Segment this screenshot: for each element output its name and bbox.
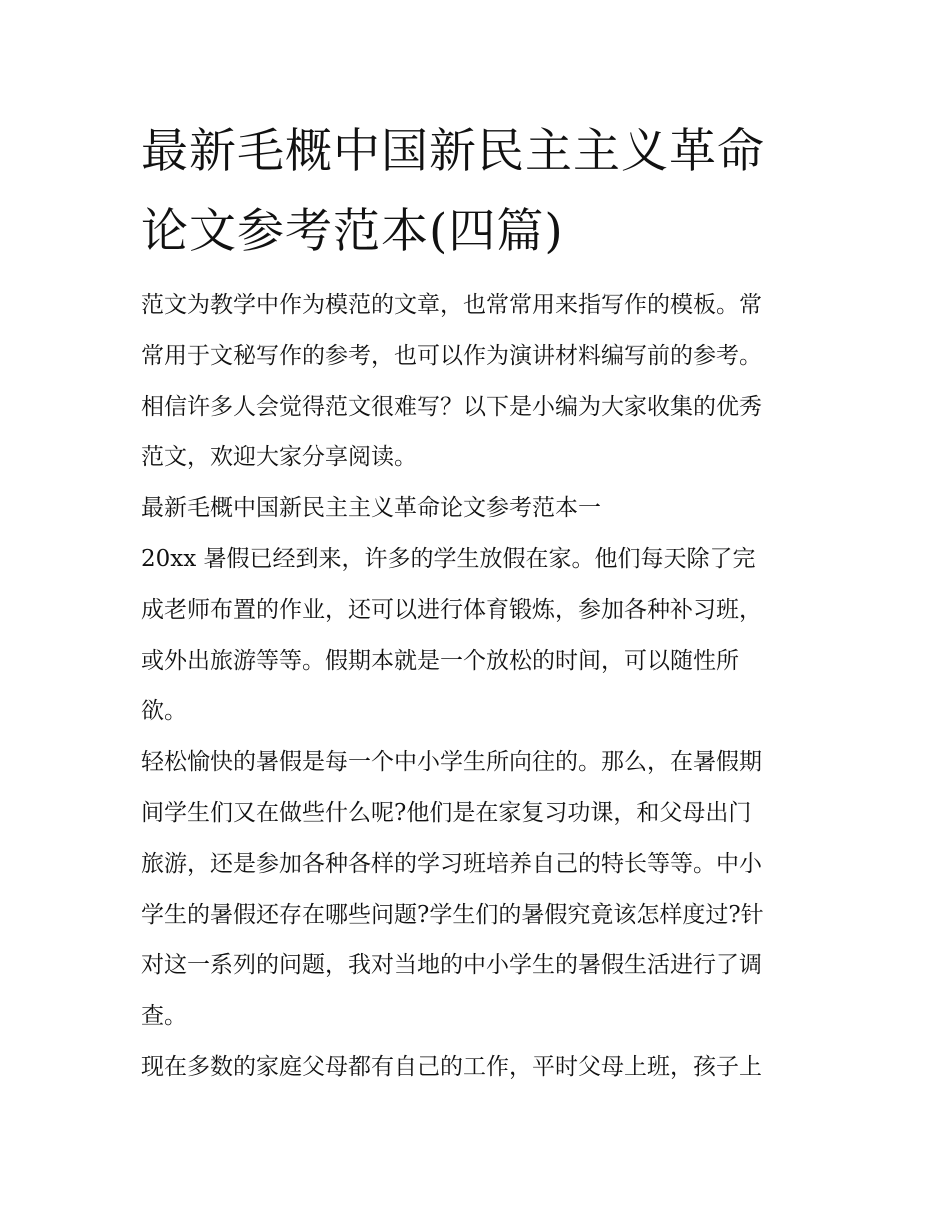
intro-line: 相信许多人会觉得范文很难写？以下是小编为大家收集的优秀 <box>141 393 762 420</box>
paragraph-line: 成老师布置的作业，还可以进行体育锻炼，参加各种补习班， <box>141 596 762 623</box>
title-line: 论文参考范本(四篇) <box>141 204 564 259</box>
title-line: 最新毛概中国新民主主义革命 <box>141 124 765 179</box>
intro-line: 范文，欢迎大家分享阅读。 <box>141 444 417 471</box>
paragraph-line: 学生的暑假还存在哪些问题?学生们的暑假究竟该怎样度过?针 <box>141 901 764 928</box>
paragraph-line: 或外出旅游等等。假期本就是一个放松的时间，可以随性所 <box>141 647 739 674</box>
paragraph-line: 间学生们又在做些什么呢?他们是在家复习功课，和父母出门 <box>141 799 752 826</box>
paragraph-line: 现在多数的家庭父母都有自己的工作，平时父母上班，孩子上 <box>141 1053 762 1080</box>
paragraph-line: 旅游，还是参加各种各样的学习班培养自己的特长等等。中小 <box>141 850 762 877</box>
paragraph-line: 对这一系列的问题，我对当地的中小学生的暑假生活进行了调 <box>141 952 762 979</box>
intro-line: 范文为教学中作为模范的文章，也常常用来指写作的模板。常 <box>141 292 762 318</box>
paragraph-line: 轻松愉快的暑假是每一个中小学生所向往的。那么，在暑假期 <box>141 749 762 776</box>
document-title <box>141 112 813 272</box>
intro-line: 常用于文秘写作的参考，也可以作为演讲材料编写前的参考。 <box>141 342 762 369</box>
paragraph-line: 欲。 <box>141 698 187 725</box>
document-page <box>141 112 813 1093</box>
paragraph-line: 查。 <box>141 1003 187 1030</box>
section-heading: 最新毛概中国新民主主义革命论文参考范本一 <box>141 495 601 522</box>
document-body <box>141 280 813 1093</box>
paragraph-line: 20xx 暑假已经到来，许多的学生放假在家。他们每天除了完 <box>141 545 756 572</box>
